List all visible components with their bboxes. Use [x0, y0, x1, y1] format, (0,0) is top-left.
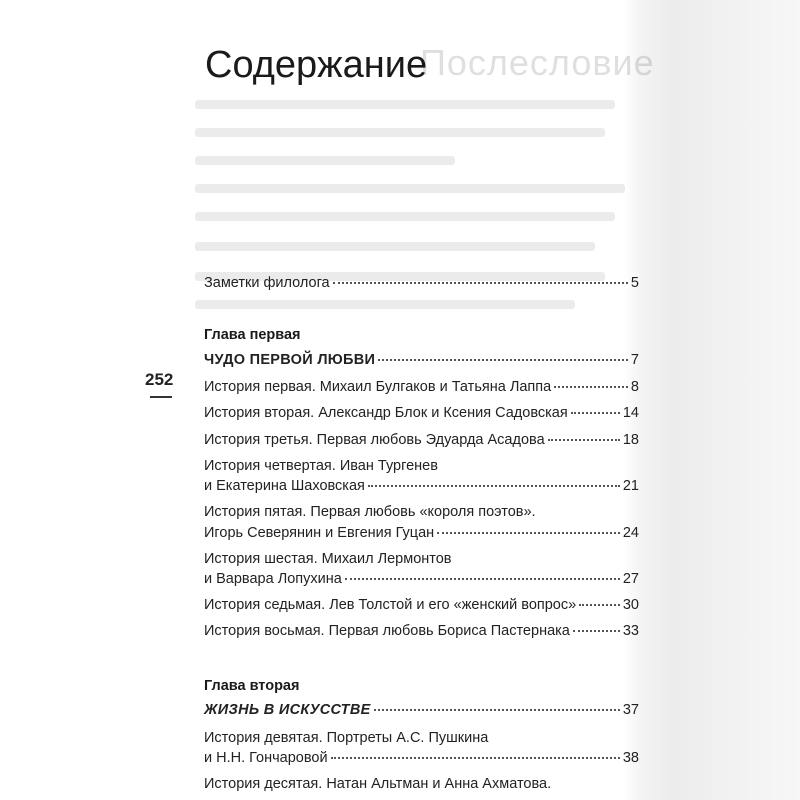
toc-entry-story-5[interactable]: [204, 525, 639, 541]
toc-entry-title: История вторая. Александр Блок и Ксения Садовская: [204, 405, 568, 421]
toc-entry-story-4[interactable]: [204, 478, 639, 494]
toc-entry-story-3[interactable]: [204, 432, 639, 448]
chapter-1-heading[interactable]: [204, 352, 639, 368]
toc-entry-page: 27: [622, 571, 639, 587]
toc-entry-intro[interactable]: [204, 275, 639, 291]
toc-entry-page: 14: [622, 405, 639, 421]
dot-leader: [374, 709, 620, 711]
toc-entry-page: 8: [630, 379, 639, 395]
dot-leader: [548, 439, 620, 441]
toc-entry-title: История восьмая. Первая любовь Бориса Пастернака: [204, 623, 570, 639]
dot-leader: [554, 386, 628, 388]
dot-leader: [437, 532, 620, 534]
toc-entry-story-10-line-1: История десятая. Натан Альтман и Анна Ахматова.: [204, 776, 552, 792]
toc-entry-title: и Екатерина Шаховская: [204, 478, 365, 494]
toc-entry-page: 33: [622, 623, 639, 639]
dot-leader: [579, 604, 620, 606]
dot-leader: [345, 578, 620, 580]
dot-leader: [573, 630, 620, 632]
toc-entry-page: 24: [622, 525, 639, 541]
chapter-1-page: 7: [630, 352, 639, 368]
toc-entry-story-2[interactable]: [204, 405, 639, 421]
chapter-1-label: Глава первая: [204, 327, 301, 343]
page-title: Содержание: [205, 44, 428, 86]
toc-entry-story-4-line-1: История четвертая. Иван Тургенев: [204, 458, 438, 474]
chapter-2-page: 37: [622, 702, 639, 718]
toc-entry-story-5-line-1: История пятая. Первая любовь «короля поэтов».: [204, 504, 536, 520]
chapter-2-title: ЖИЗНЬ В ИСКУССТВЕ: [204, 702, 371, 718]
toc-entry-page: 30: [622, 597, 639, 613]
page-number: 252: [145, 370, 174, 389]
toc-entry-title: История седьмая. Лев Толстой и его «женский вопрос»: [204, 597, 577, 613]
toc-entry-title: История первая. Михаил Булгаков и Татьяна Лаппа: [204, 379, 552, 395]
toc-entry-story-6-line-1: История шестая. Михаил Лермонтов: [204, 551, 452, 567]
toc-entry-story-1[interactable]: [204, 379, 639, 395]
toc-entry-story-6[interactable]: [204, 571, 639, 587]
toc-entry-page: 21: [622, 478, 639, 494]
toc-entry-title: и Н.Н. Гончаровой: [204, 750, 328, 766]
chapter-1-title: ЧУДО ПЕРВОЙ ЛЮБВИ: [204, 352, 376, 368]
toc-entry-page: 38: [622, 750, 639, 766]
dot-leader: [333, 282, 628, 284]
toc-entry-title: и Варвара Лопухина: [204, 571, 342, 587]
dot-leader: [331, 757, 620, 759]
chapter-2-heading[interactable]: [204, 702, 639, 718]
toc-entry-title: Заметки филолога: [204, 275, 330, 291]
dot-leader: [378, 359, 628, 361]
toc-entry-story-7[interactable]: [204, 597, 639, 613]
toc-entry-story-9[interactable]: [204, 750, 639, 766]
chapter-2-label: Глава вторая: [204, 678, 300, 694]
show-through-title: Послесловие: [420, 42, 655, 83]
toc-entry-title: История третья. Первая любовь Эдуарда Асадова: [204, 432, 545, 448]
dot-leader: [368, 485, 620, 487]
toc-entry-title: Игорь Северянин и Евгения Гуцан: [204, 525, 435, 541]
toc-entry-story-9-line-1: История девятая. Портреты А.С. Пушкина: [204, 730, 489, 746]
dot-leader: [571, 412, 620, 414]
toc-entry-page: 5: [630, 275, 639, 291]
toc-entry-page: 18: [622, 432, 639, 448]
toc-entry-story-8[interactable]: [204, 623, 639, 639]
page-number-rule: [150, 396, 172, 398]
